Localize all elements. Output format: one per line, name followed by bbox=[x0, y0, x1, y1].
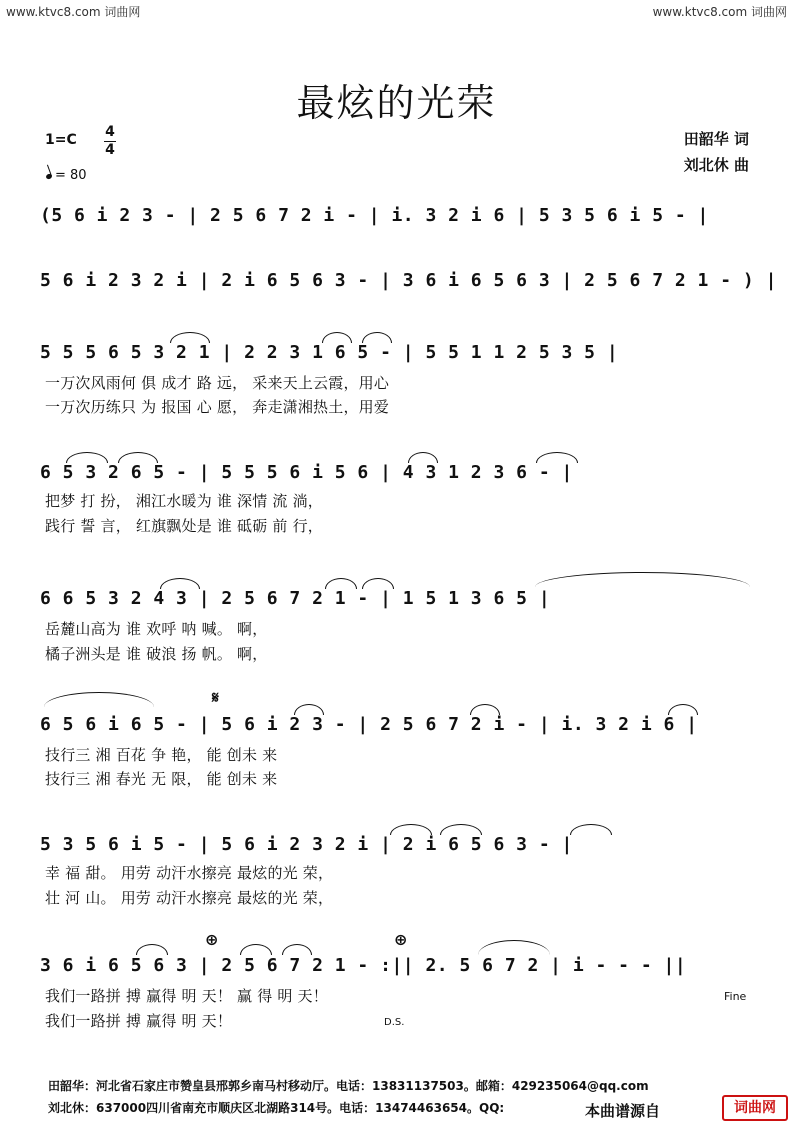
lyric-line-4a: 把梦 打 扮， 湘江水暖为 谁 深情 流 淌， bbox=[45, 492, 323, 510]
song-title: 最炫的光荣 bbox=[296, 81, 497, 125]
watermark-left: www.ktvc8.com 词曲网 bbox=[6, 5, 141, 19]
score-line-3: 5 5 5 6 5 3 2 1 | 2 2 3 1 6 5 - | 5 5 1 1 2 5 3 5 | bbox=[40, 342, 619, 363]
score-line-2: 5 6 i 2 3 2 i | 2 i 6 5 6 3 - | 3 6 i 6 5 6 3 | 2 5 6 7 2 1 - ) | bbox=[40, 270, 777, 291]
watermark-right: www.ktvc8.com 词曲网 bbox=[652, 5, 787, 19]
lyric-line-5b: 橘子洲头是 谁 破浪 扬 帆。 啊， bbox=[45, 645, 268, 663]
coda-icon: ⊕ bbox=[394, 930, 408, 949]
ds-marking: D.S. bbox=[384, 1017, 405, 1028]
lyric-line-8b: 我们一路拼 搏 赢得 明 天！ bbox=[45, 1012, 233, 1030]
score-line-6: 6 5 6 i 6 5 - | 5 6 i 2 3 - | 2 5 6 7 2 i - | i. 3 2 i 6 | bbox=[40, 714, 698, 735]
slur bbox=[240, 944, 272, 955]
lyric-line-6b: 技行三 湘 春光 无 限， 能 创未 来 bbox=[45, 770, 278, 788]
lyric-line-3b: 一万次历练只 为 报国 心 愿， 奔走潇湘热土，用爱 bbox=[45, 398, 390, 416]
segno-icon: 𝄋 bbox=[212, 688, 219, 707]
lyricist-contact: 田韶华：河北省石家庄市赞皇县邢郭乡南马村移动厅。电话：13831137503。邮箱：429235064@qq.com bbox=[48, 1079, 649, 1093]
composer-contact: 刘北休：637000四川省南充市顺庆区北湖路314号。电话：13474463654。QQ: bbox=[48, 1101, 505, 1115]
lyric-line-3a: 一万次风雨何 俱 成才 路 远， 采来天上云霞，用心 bbox=[45, 374, 390, 392]
long-slur bbox=[535, 572, 750, 587]
slur bbox=[136, 944, 168, 955]
time-signature bbox=[104, 125, 116, 158]
lyric-line-8a: 我们一路拼 搏 赢得 明 天！ 赢 得 明 天！ bbox=[45, 987, 328, 1005]
lyric-line-7b: 壮 河 山。 用劳 动汗水擦亮 最炫的光 荣， bbox=[45, 889, 334, 907]
tempo-value: = 80 bbox=[55, 168, 87, 183]
lyric-line-4b: 践行 誓 言， 红旗飘处是 谁 砥砺 前 行， bbox=[45, 517, 323, 535]
long-slur bbox=[478, 940, 550, 955]
lyric-line-7a: 幸 福 甜。 用劳 动汗水擦亮 最炫的光 荣， bbox=[45, 864, 334, 882]
quarter-note-icon bbox=[45, 173, 52, 180]
slur bbox=[282, 944, 312, 955]
score-line-4: 6 5 3 2 6 5 - | 5 5 5 6 i 5 6 | 4 3 1 2 3 6 - | bbox=[40, 462, 573, 483]
score-line-5: 6 6 5 3 2 4 3 | 2 5 6 7 2 1 - | 1 5 1 3 6 5 | bbox=[40, 588, 551, 609]
score-line-7: 5 3 5 6 i 5 - | 5 6 i 2 3 2 i | 2 i 6 5 6 3 - | bbox=[40, 834, 573, 855]
lyricist-credit: 田韶华 词 bbox=[683, 130, 749, 148]
score-line-8: 3 6 i 6 5 6 3 | 2 5 6 7 2 1 - :|| 2. 5 6 7 2 | i - - - || bbox=[40, 955, 687, 976]
lyric-line-5a: 岳麓山高为 谁 欢呼 呐 喊。 啊， bbox=[45, 620, 268, 638]
source-label: 本曲谱源自 bbox=[585, 1102, 661, 1120]
lyric-line-6a: 技行三 湘 百花 争 艳， 能 创未 来 bbox=[45, 746, 278, 764]
site-logo[interactable]: 词曲网 bbox=[722, 1095, 788, 1121]
composer-credit: 刘北休 曲 bbox=[683, 156, 749, 174]
tempo-marking bbox=[46, 168, 87, 183]
score-line-1: (5 6 i 2 3 - | 2 5 6 7 2 i - | i. 3 2 i 6 | 5 3 5 6 i 5 - | bbox=[40, 205, 709, 226]
key-signature: 1=C bbox=[45, 132, 77, 148]
meter-top: 4 bbox=[105, 124, 115, 140]
long-slur bbox=[44, 692, 154, 707]
meter-bottom: 4 bbox=[105, 142, 115, 158]
coda-icon: ⊕ bbox=[205, 930, 219, 949]
fine-marking: Fine bbox=[724, 990, 747, 1003]
